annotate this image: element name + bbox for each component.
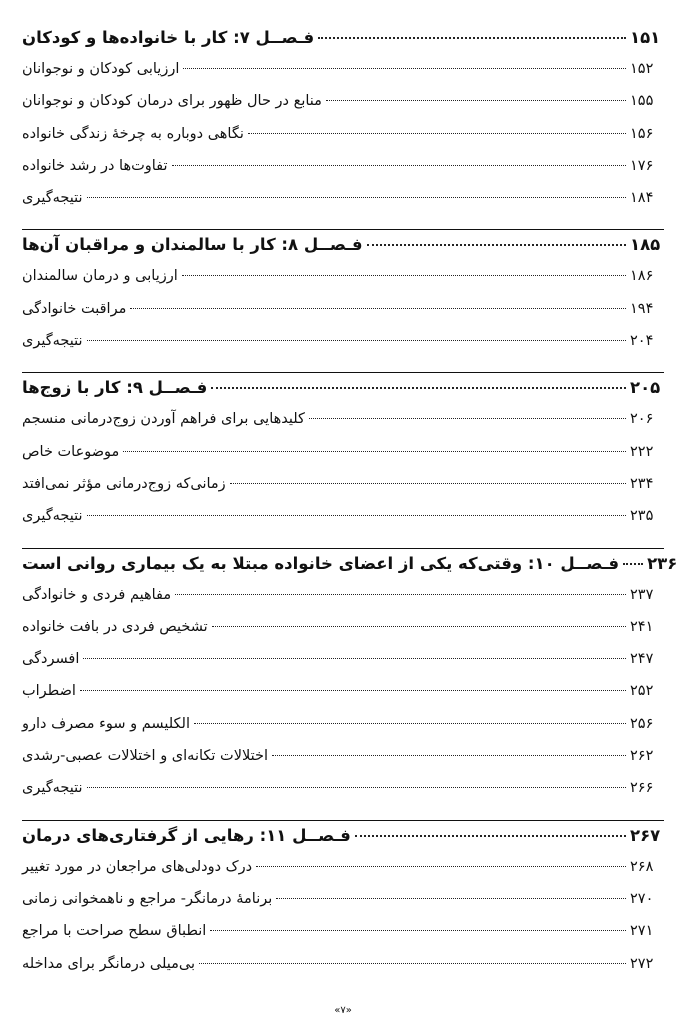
toc-entry[interactable] [22,61,664,93]
entry-page-number: ۱۵۵ [630,93,654,110]
toc-entry[interactable] [22,333,664,365]
entry-title: مراقبت خانوادگی [22,300,127,317]
entry-title: بی‌میلی درمانگر برای مداخله [22,955,196,972]
dot-leader [183,68,626,69]
entry-page-number: ۲۷۱ [630,923,654,940]
chapter-title [22,378,207,397]
chapter-name: کار با سالمندان و مراقبان آن‌ها [22,235,276,255]
entry-title: نگاهی دوباره به چرخهٔ زندگی خانواده [22,125,244,142]
entry-page-number: ۲۴۱ [630,618,654,635]
dot-leader [87,787,626,788]
dot-leader [87,515,626,516]
entry-page-number: ۲۲۲ [630,443,654,460]
entry-page-number: ۲۳۴ [630,475,654,492]
entry-title: مفاهیم فردی و خانوادگی [22,586,172,603]
dot-leader [276,898,626,899]
toc-entry[interactable] [22,508,664,540]
toc-entry[interactable] [22,683,664,715]
entry-page-number: ۱۹۴ [630,300,654,317]
entry-title: افسردگی [22,651,80,668]
chapter-title [22,826,351,845]
entry-title: کلیدهایی برای فراهم آوردن زوج‌درمانی منسجم [22,411,305,428]
chapter-page-number: ۲۶۷ [630,825,661,845]
chapter-label: فـصــل ۹: [126,378,208,398]
toc-entry[interactable] [22,268,664,300]
toc-entry[interactable] [22,619,664,651]
chapter-name: رهایی از گرفتاری‌های درمان [22,825,254,845]
dot-leader [172,165,626,166]
chapter-title [22,235,363,254]
chapter-label: فـصــل ۸: [281,235,363,255]
toc-entry[interactable] [22,859,664,891]
entry-page-number: ۱۸۶ [630,268,654,285]
toc-entry[interactable] [22,651,664,683]
entry-page-number: ۲۵۶ [630,715,654,732]
toc-entry[interactable] [22,126,664,158]
chapter-name: کار با خانواده‌ها و کودکان [22,28,228,47]
entry-page-number: ۲۷۲ [630,955,654,972]
entry-title: ارزیابی کودکان و نوجوانان [22,61,180,77]
dot-leader [318,37,626,39]
dot-leader [87,340,626,341]
chapter-page-number: ۲۰۵ [630,378,661,398]
dot-leader [87,197,626,198]
entry-page-number: ۲۶۲ [630,748,654,765]
dot-leader [272,755,626,756]
toc-entry[interactable] [22,780,664,812]
entry-page-number: ۱۸۴ [630,190,654,207]
toc-entry[interactable] [22,476,664,508]
entry-page-number: ۲۶۸ [630,858,654,875]
section-divider [22,820,664,821]
chapter-label: فـصــل ۱۰: [527,553,620,573]
dot-leader [212,626,626,627]
entry-title: درک دودلی‌های مراجعان در مورد تغییر [22,858,253,875]
section-divider [22,548,664,549]
entry-title: نتیجه‌گیری [22,333,83,350]
dot-leader [326,100,626,101]
chapter-page-number: ۱۸۵ [630,235,661,255]
entry-page-number: ۱۷۶ [630,157,654,174]
toc-entry[interactable] [22,891,664,923]
entry-page-number: ۲۰۶ [630,411,654,428]
toc-entry[interactable] [22,748,664,780]
entry-title: تفاوت‌ها در رشد خانواده [22,157,168,174]
entry-title: تشخیص فردی در بافت خانواده [22,618,208,635]
entry-page-number: ۲۰۴ [630,333,654,350]
dot-leader [182,275,626,276]
entry-page-number: ۲۴۷ [630,651,654,668]
entry-title: نتیجه‌گیری [22,780,83,797]
dot-leader [123,451,626,452]
entry-title: اضطراب [22,683,76,700]
entry-page-number: ۲۳۷ [630,586,654,603]
entry-title: برنامهٔ درمانگر- مراجع و ناهمخوانی زمانی [22,890,273,907]
dot-leader [623,563,643,565]
dot-leader [309,418,626,419]
chapter-heading[interactable] [22,235,664,268]
toc-entry[interactable] [22,716,664,748]
entry-title: اختلالات تکانه‌ای و اختلالات عصبی-رشدی [22,748,268,765]
dot-leader [211,387,626,389]
toc-entry[interactable] [22,444,664,476]
dot-leader [248,133,626,134]
chapter-title [22,554,619,573]
chapter-title [22,28,314,47]
toc-entry[interactable] [22,301,664,333]
entry-page-number: ۲۷۰ [630,890,654,907]
toc-entry[interactable] [22,923,664,955]
entry-page-number: ۱۵۲ [630,61,654,77]
entry-title: موضوعات خاص [22,443,120,460]
toc-entry[interactable] [22,158,664,190]
entry-title: الکلیسم و سوء مصرف دارو [22,715,190,732]
entry-title: ارزیابی و درمان سالمندان [22,268,178,285]
entry-title: نتیجه‌گیری [22,190,83,207]
chapter-name: وقتی‌که یکی از اعضای خانواده مبتلا به یک بیماری روانی است [22,553,523,573]
dot-leader [83,658,626,659]
entry-page-number: ۲۶۶ [630,780,654,797]
chapter-page-number: ۱۵۱ [630,28,661,47]
entry-title: نتیجه‌گیری [22,508,83,525]
chapter-heading[interactable] [22,378,664,411]
toc-entry[interactable] [22,411,664,443]
entry-page-number: ۲۳۵ [630,508,654,525]
chapter-heading[interactable] [22,826,664,859]
dot-leader [199,963,626,964]
dot-leader [367,244,626,246]
chapter-page-number: ۲۳۶ [647,553,678,573]
dot-leader [80,690,626,691]
chapter-name: کار با زوج‌ها [22,378,121,398]
chapter-label: فـصــل ۱۱: [259,825,351,845]
dot-leader [194,723,626,724]
dot-leader [175,594,626,595]
chapter-heading[interactable] [22,28,664,61]
toc-entry[interactable] [22,93,664,125]
table-of-contents [22,28,678,988]
section-divider [22,372,664,373]
entry-title: منابع در حال ظهور برای درمان کودکان و نوجوانان [22,93,322,110]
page-number-footer: «۷» [334,1005,352,1016]
dot-leader [210,930,626,931]
toc-entry[interactable] [22,956,664,988]
dot-leader [130,308,626,309]
dot-leader [355,835,626,837]
entry-page-number: ۱۵۶ [630,125,654,142]
entry-title: انطباق سطح صراحت با مراجع [22,923,207,940]
dot-leader [230,483,626,484]
chapter-label: فـصــل ۷: [233,28,315,47]
entry-title: زمانی‌که زوج‌درمانی مؤثر نمی‌افتد [22,475,226,492]
section-divider [22,229,664,230]
chapter-heading[interactable] [22,553,678,587]
entry-page-number: ۲۵۲ [630,683,654,700]
toc-entry[interactable] [22,190,664,222]
toc-entry[interactable] [22,587,664,619]
dot-leader [256,866,626,867]
